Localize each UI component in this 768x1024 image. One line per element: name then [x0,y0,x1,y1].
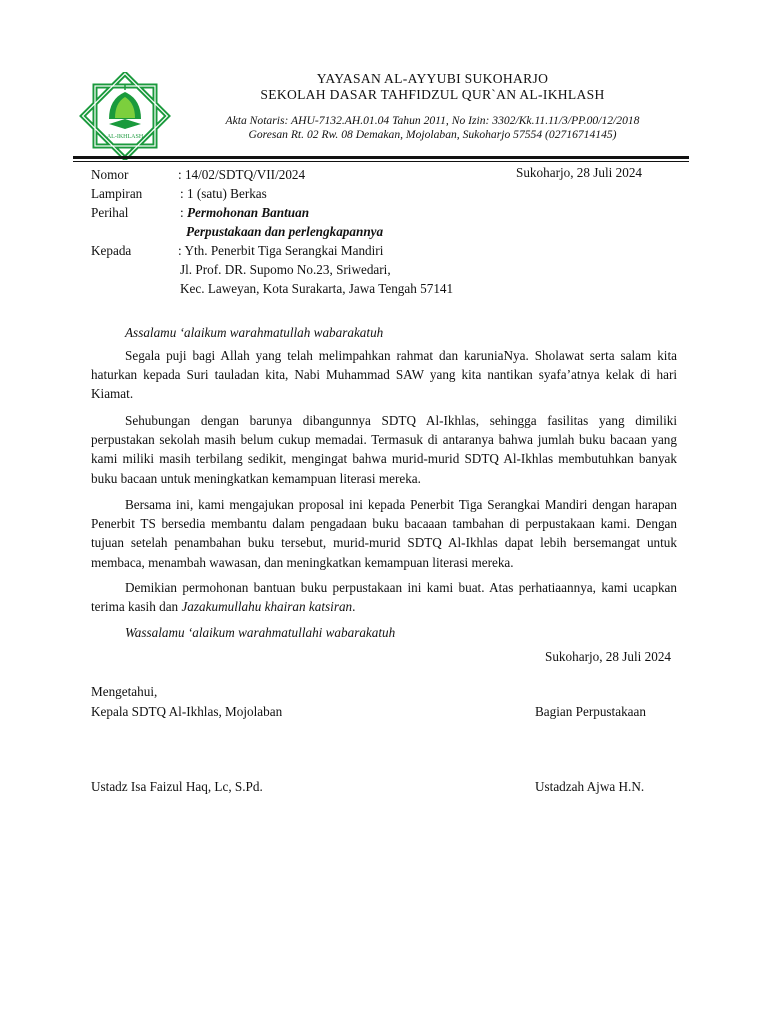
lampiran-value: : 1 (satu) Berkas [180,186,267,201]
recipient-name: : Yth. Penerbit Tiga Serangkai Mandiri [178,243,384,258]
header-divider-thick [73,156,689,159]
greeting: Assalamu ‘alaikum warahmatullah wabarakatuh [125,325,384,340]
paragraph-4-prayer: Jazakumullahu khairan katsiran [181,599,353,615]
nomor-label: Nomor [91,167,129,182]
principal-name: Ustadz Isa Faizul Haq, Lc, S.Pd. [91,779,263,794]
acknowledged-label: Mengetahui, [91,684,158,699]
principal-title: Kepala SDTQ Al-Ikhlas, Mojolaban [91,704,283,719]
school-logo [79,72,171,160]
paragraph-4 [91,578,677,616]
school-address: Goresan Rt. 02 Rw. 08 Demakan, Mojolaban, Sukoharjo 57554 (02716714145) [248,128,617,141]
paragraph-2 [91,411,677,488]
library-title: Bagian Perpustakaan [535,704,646,719]
recipient-address-line2: Kec. Laweyan, Kota Surakarta, Jawa Tengah 57141 [180,281,454,296]
paragraph-1 [91,346,677,404]
perihal-colon: : [180,205,184,220]
kepada-label: Kepada [91,243,132,258]
logo-text: AL-IKHLASH [106,134,144,140]
foundation-name: YAYASAN AL-AYYUBI SUKOHARJO [316,71,549,86]
paragraph-3-text: Bersama ini, kami mengajukan proposal ini kepada Penerbit Tiga Serangkai Mandiri dengan harapan Penerbit TS bersedia membantu dalam pengadaan buku bacaaan tambahan di perpustakaan kami. Dengan tujuan setelah penambahan buku tersebut, murid-murid SDTQ Al-Ikhlas dapat lebih bersemangat untuk membaca, menambah wawasan, dan meningkatkan kemampuan literasi mereka. [91,497,677,570]
paragraph-4-end: . [352,599,356,615]
header-divider-thin [73,161,689,162]
paragraph-1-text: Segala puji bagi Allah yang telah melimpahkan rahmat dan karuniaNya. Sholawat serta salam kita haturkan kepada Suri tauladan kita, Nabi Muhammad SAW yang kita nantikan syafa’atnya kelak di hari Kiamat. [91,348,677,402]
closing-greeting: Wassalamu ‘alaikum warahmatullahi wabarakatuh [125,625,396,640]
perihal-value-line1: Permohonan Bantuan [187,205,310,220]
nomor-value: : 14/02/SDTQ/VII/2024 [178,167,306,182]
paragraph-3 [91,495,677,572]
perihal-label: Perihal [91,205,129,220]
closing-date: Sukoharjo, 28 Juli 2024 [545,649,672,664]
librarian-name: Ustadzah Ajwa H.N. [535,779,645,794]
legal-info: Akta Notaris: AHU-7132.AH.01.04 Tahun 2011, No Izin: 3302/Kk.11.11/3/PP.00/12/2018 [225,114,640,127]
paragraph-2-text: Sehubungan dengan barunya dibangunnya SDTQ Al-Ikhlas, sehingga fasilitas yang dimiliki perpustakan sekolah masih belum cukup memadai. Termasuk di antaranya bahwa jumlah buku bacaan yang kami miliki masih terbilang sedikit, mengingat bahwa murid-murid SDTQ Al-Ikhlas membutuhkan banyak buku bacaan untuk meningkatkan kemampuan literasi mereka. [91,413,677,486]
letter-date: Sukoharjo, 28 Juli 2024 [516,165,643,180]
school-name: SEKOLAH DASAR TAHFIDZUL QUR`AN AL-IKHLASH [260,87,605,102]
lampiran-label: Lampiran [91,186,143,201]
perihal-value-line2: Perpustakaan dan perlengkapannya [186,224,384,239]
recipient-address-line1: Jl. Prof. DR. Supomo No.23, Sriwedari, [180,262,391,277]
paragraph-4-text: Demikian permohonan bantuan buku perpustakaan ini kami buat. Atas perhatiaannya, kami ucapkan terima kasih dan [91,580,677,615]
